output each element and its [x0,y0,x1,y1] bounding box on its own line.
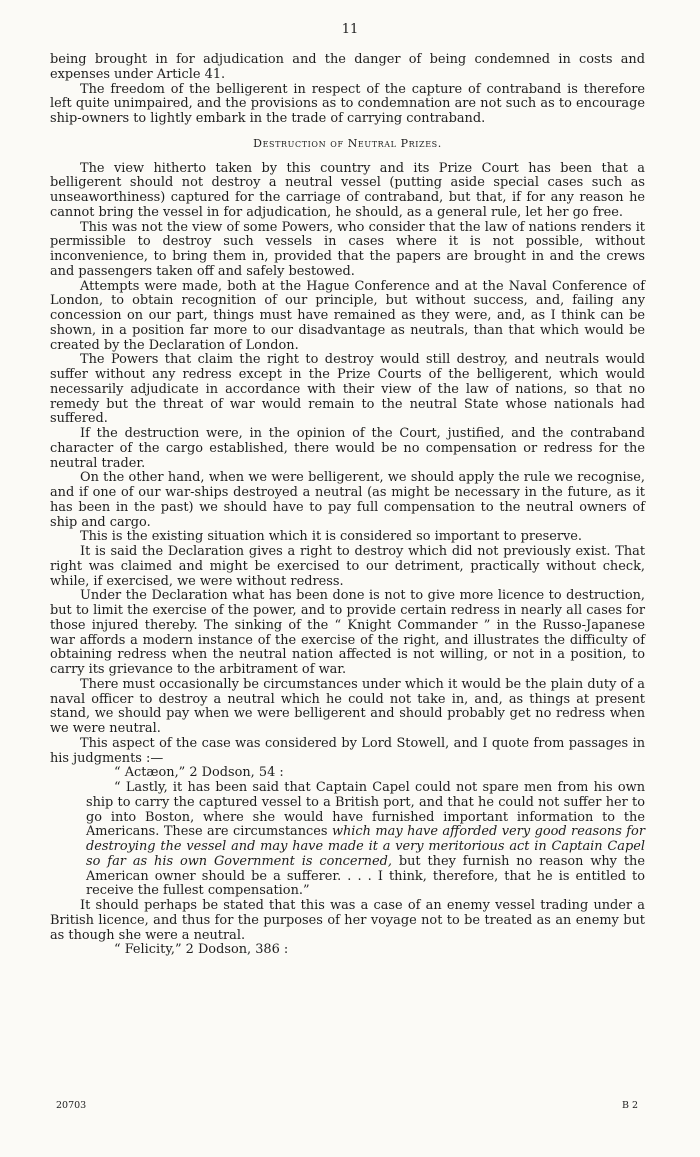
footer-signature-mark: B 2 [622,1100,639,1111]
quote-text: but they furnish no reason why the American owner should be a sufferer. . . . I think, therefore, that he is entitled to receive the fullest compensation.” [86,853,645,899]
paragraph: On the other hand, when we were belligerent, we should apply the rule we recognise, and if one of our war-ships destroyed a neutral (as might be necessary in the future, as it has been in the past) we should have to pay full compensation to the neutral owners of ship and cargo. [50,470,645,530]
paragraph: The freedom of the belligerent in respect of the capture of contraband is therefore left quite unimpaired, and the provisions as to condemnation are not such as to encourage ship-owners to lightly embark in the trade of carrying contraband. [50,81,645,126]
quote-italic-text: which may have afforded very good reasons for destroying the vessel and may have made it a very meritorious act in Captain Capel so far as his own Government is concerned, [86,824,645,869]
paragraph: There must occasionally be circumstances under which it would be the plain duty of a naval officer to destroy a neutral which he could not take in, and, as things at present stand, we should pay when we were belligerent and should probably get no redress when we were neutral. [50,676,645,736]
footer-print-number: 20703 [56,1100,87,1111]
case-citation: “ Actæon,” 2 Dodson, 54 : [114,765,284,781]
paragraph-continued: being brought in for adjudication and the danger of being condemned in costs and expenses under Article 41. [50,52,645,82]
case-citation: “ Felicity,” 2 Dodson, 386 : [114,942,289,958]
paragraph: Under the Declaration what has been done is not to give more licence to destruction, but to limit the exercise of the power, and to provide certain redress in nearly all cases for those injured thereby. The sinking of the “ Knight Commander ” in the Russo-Japanese war affords a modern instance of the exercise of the right, and illustrates the difficulty of obtaining redress when the neutral nation affected is not willing, or not in a position, to carry its grievance to the arbitrament of war. [50,588,645,677]
paragraph: The Powers that claim the right to destroy would still destroy, and neutrals would suffer without any redress except in the Prize Courts of the belligerent, which would necessarily adjudicate in accordance with their view of the law of nations, so that no remedy but the threat of war would remain to the neutral State whose nationals had suffered. [50,352,645,427]
paragraph: This was not the view of some Powers, who consider that the law of nations renders it permissible to destroy such vessels in cases where it is not possible, without inconvenience, to bring them in, provided that the papers are brought in and the crews and passengers taken off and safely bestowed. [50,219,645,279]
paragraph: It is said the Declaration gives a right to destroy which did not previously exist. That right was claimed and might be exercised to our detriment, practically without check, while, if exercised, we were without redress. [50,544,645,589]
paragraph: If the destruction were, in the opinion of the Court, justified, and the contraband character of the cargo established, there would be no compensation or redress for the neutral trader. [50,426,645,471]
page-number: 11 [341,22,359,37]
paragraph: Attempts were made, both at the Hague Conference and at the Naval Conference of London, to obtain recognition of our principle, but without success, and, failing any concession on our part, things must have remained as they were, and, as I think can be shown, in a position far more to our disadvantage as neutrals, than that which would be created by the Declaration of London. [50,278,645,353]
paragraph: The view hitherto taken by this country and its Prize Court has been that a belligerent should not destroy a neutral vessel (putting aside special cases such as unseaworthiness) captured for the carriage of contraband, but that, if for any reason he cannot bring the vessel in for adjudication, he should, as a general rule, let her go free. [50,160,645,220]
paragraph: This is the existing situation which it is considered so important to preserve. [80,529,583,545]
paragraph: It should perhaps be stated that this was a case of an enemy vessel trading under a British licence, and thus for the purposes of her voyage not to be treated as an enemy but as though she were a neutral. [50,898,645,943]
paragraph: This aspect of the case was considered by Lord Stowell, and I quote from passages in his judgments :— [50,735,645,766]
quote-text: “ Lastly, it has been said that Captain Capel could not spare men from his own ship to carry the captured vessel to a British port, and that he could not suffer her to go into Boston, where she would have furnished important information to the Americans. These are circumstances [86,780,645,840]
body-text [50,53,645,958]
section-heading: Destruction of Neutral Prizes. [253,136,442,150]
block-quote [50,781,645,899]
